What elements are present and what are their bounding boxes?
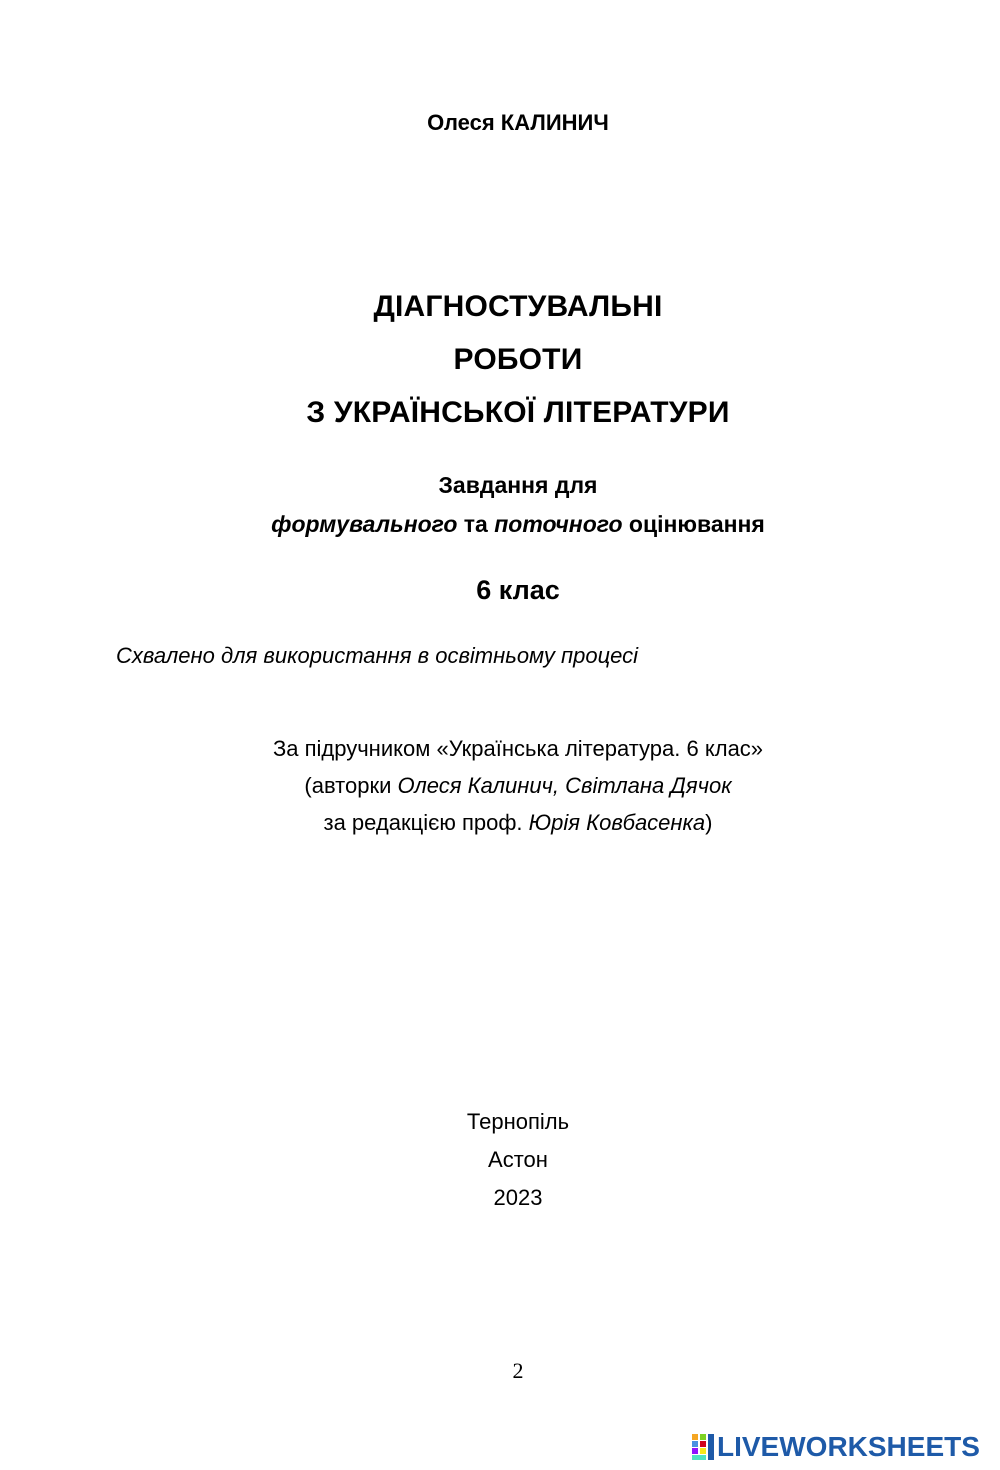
textbook-line-1: За підручником «Українська література. 6 клас» <box>272 736 764 761</box>
subtitle-assessment: оцінювання <box>622 511 765 537</box>
textbook-line-3 <box>18 810 1000 836</box>
title-line-1: ДІАГНОСТУВАЛЬНІ <box>373 290 663 323</box>
imprint-year: 2023 <box>493 1185 543 1210</box>
grade-label: 6 клас <box>476 575 560 605</box>
textbook-editor-suffix: ) <box>705 810 713 835</box>
subtitle-line-1: Завдання для <box>438 472 598 498</box>
author-name: Олеся КАЛИНИЧ <box>427 110 609 135</box>
textbook-authors-prefix: (авторки <box>304 773 398 798</box>
subtitle-current: поточного <box>494 511 623 537</box>
imprint-publisher: Астон <box>488 1147 548 1172</box>
subtitle-and: та <box>457 511 495 537</box>
approval-note: Схвалено для використання в освітньому процесі <box>116 643 639 668</box>
title-line-2: РОБОТИ <box>453 343 583 376</box>
liveworksheets-text: LIVEWORKSHEETS <box>717 1431 980 1462</box>
subtitle-formative: формувального <box>271 511 458 537</box>
subtitle-line-2 <box>18 511 1000 538</box>
liveworksheets-icon <box>692 1434 714 1460</box>
title-line-3: З УКРАЇНСЬКОЇ ЛІТЕРАТУРИ <box>306 396 730 429</box>
textbook-editor-prefix: за редакцією проф. <box>323 810 529 835</box>
textbook-line-2 <box>18 773 1000 799</box>
imprint-city: Тернопіль <box>466 1109 570 1134</box>
textbook-authors: Олеся Калинич, Світлана Дячок <box>397 773 732 798</box>
page-number: 2 <box>512 1358 524 1383</box>
textbook-editor: Юрія Ковбасенка <box>528 810 706 835</box>
liveworksheets-logo <box>692 1432 980 1462</box>
